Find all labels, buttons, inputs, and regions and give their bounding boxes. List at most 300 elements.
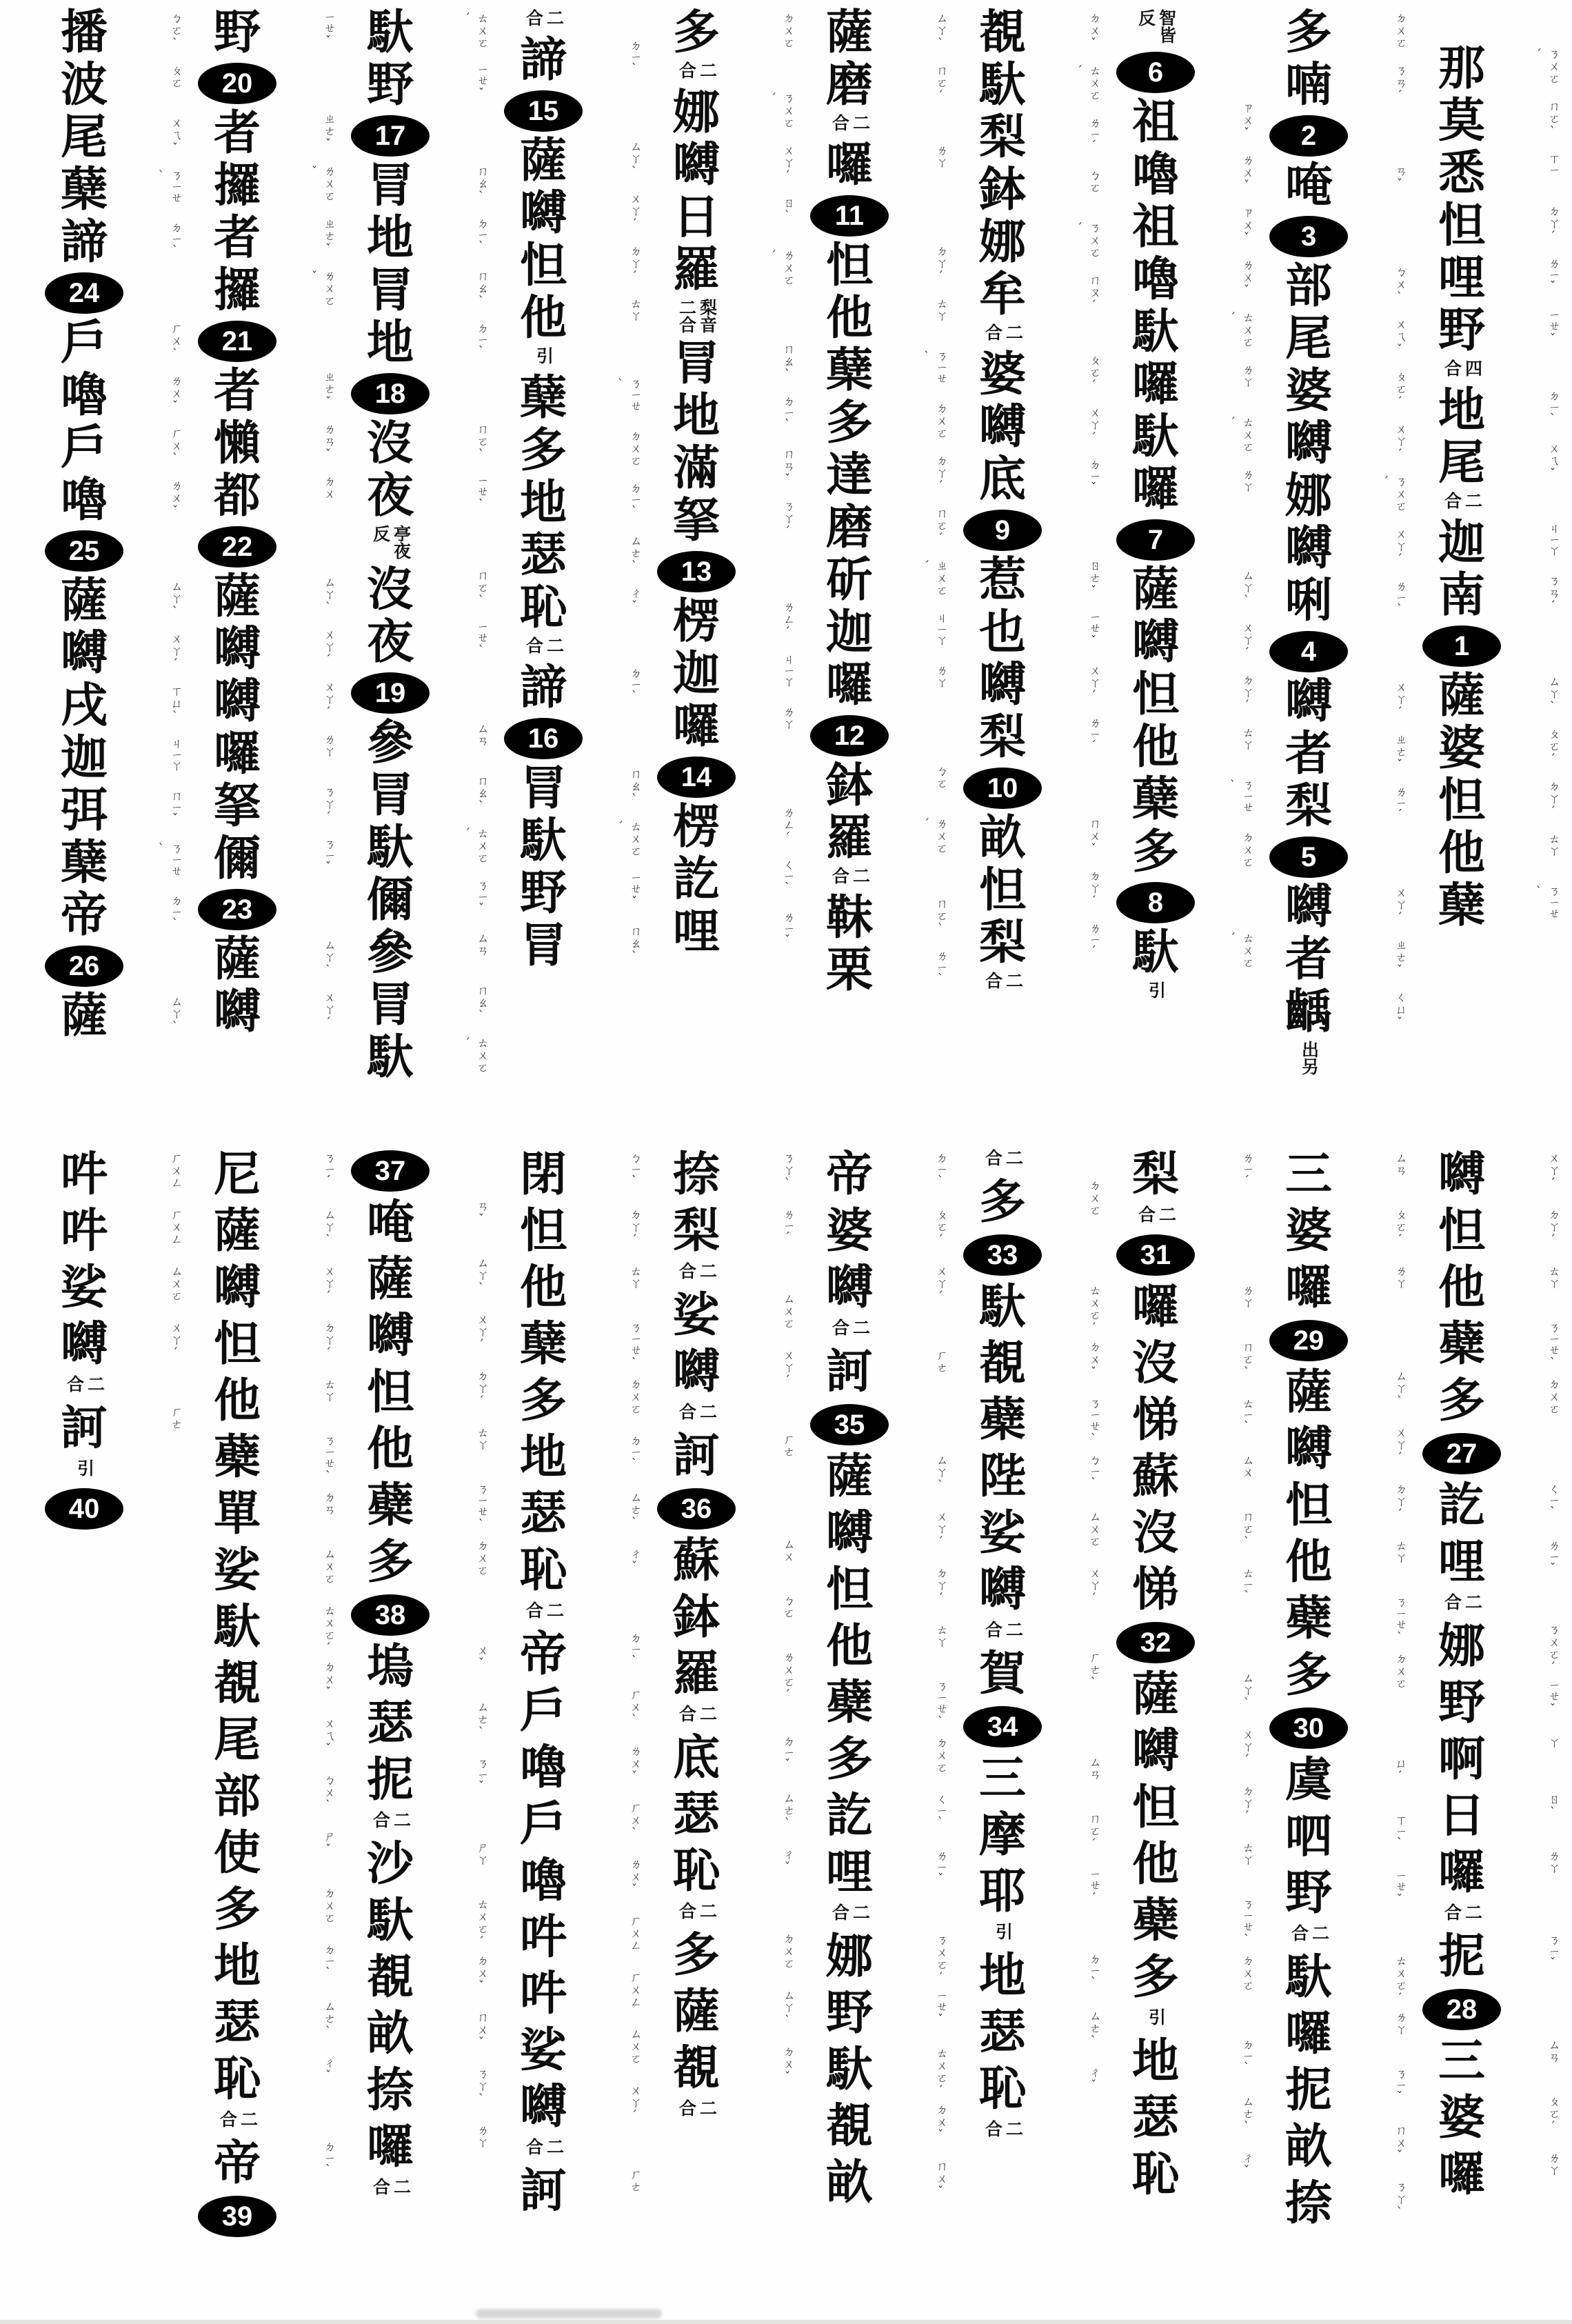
zhuyin-annotation: ㄉㄨㄛ	[1546, 1378, 1560, 1415]
small-note-text: 引	[74, 1459, 94, 1476]
small-note-text: 二	[238, 2110, 257, 2127]
zhuyin-annotation: ㄧㄝˋ	[474, 475, 488, 512]
char-row	[185, 1203, 338, 1260]
section-number-badge: 20	[198, 63, 276, 104]
han-char: 訶	[825, 1345, 873, 1398]
zhuyin-annotation: ㄇㄛˋ	[1546, 100, 1560, 139]
section-number-badge: 35	[810, 1404, 889, 1445]
han-char: 野	[366, 59, 414, 111]
section-number-row	[644, 548, 749, 596]
zhuyin-annotation: ㄋㄚˋ	[474, 2067, 488, 2107]
zhuyin-annotation: ㄨㄚˊ	[168, 632, 182, 672]
char-row	[1103, 2090, 1256, 2147]
section-number-badge: 10	[963, 768, 1042, 809]
char-row	[644, 390, 797, 443]
han-char: 蘖	[1131, 773, 1179, 825]
small-note-text: 梨音	[697, 299, 716, 333]
han-char: 瑟	[978, 2006, 1026, 2058]
zhuyin-annotation: ㄉㄚˊ	[1240, 674, 1253, 713]
zhuyin-annotation: ㄙㄨㄛ	[780, 1292, 794, 1330]
char-row	[1103, 254, 1256, 306]
zhuyin-annotation: ㄋㄢˊ	[1546, 574, 1560, 614]
zhuyin-annotation: ㄉㄧˋ	[627, 667, 641, 704]
han-char: 囉	[1131, 1281, 1179, 1333]
small-note	[644, 1705, 749, 1725]
zhuyin-annotation: ㄒㄧˋ	[1393, 1814, 1407, 1851]
zhuyin-annotation: ㄧㄝˇ	[934, 1990, 947, 2027]
han-char: 嚩	[1284, 1423, 1332, 1475]
han-char: 蘖	[825, 344, 873, 397]
zhuyin-annotation: ㄐㄧㄚ	[168, 737, 182, 772]
han-char: 婆	[825, 1205, 873, 1257]
han-char: 嚩	[1284, 675, 1332, 728]
han-char: 娜	[1284, 470, 1332, 522]
zhuyin-annotation: ㄆㄛˊ	[934, 1208, 947, 1248]
char-row	[1409, 1534, 1562, 1591]
zhuyin-annotation: ㄏㄨㄥ	[627, 1914, 641, 1952]
char-row	[338, 2063, 491, 2119]
han-char: 吽	[60, 1205, 108, 1257]
zhuyin-annotation: ㄋㄧㄝˋ	[321, 1434, 335, 1484]
zhuyin-annotation: ㄊㄨㄛˊ	[1226, 932, 1253, 969]
char-row	[491, 920, 644, 972]
char-row	[32, 1260, 185, 1316]
zhuyin-annotation: ㄐㄧㄚ	[934, 612, 947, 647]
zhuyin-annotation: ㄙㄚˋ	[1240, 569, 1253, 608]
small-note	[797, 1903, 902, 1924]
section-number-badge: 18	[351, 373, 430, 414]
zhuyin-annotation: ㄉㄨˇ	[474, 1954, 488, 1994]
zhuyin-annotation: ㄅㄨˋ	[1393, 266, 1407, 305]
char-row	[1409, 2034, 1562, 2090]
han-char: 怛	[825, 239, 873, 292]
section-number-badge: 32	[1116, 1622, 1195, 1663]
small-note-text: 合	[676, 2099, 696, 2116]
zhuyin-annotation: ㄇㄛˋ	[474, 423, 488, 462]
han-char: 野	[825, 1987, 873, 2039]
han-char: 迦	[672, 648, 720, 700]
zhuyin-annotation: ㄅㄨˋ	[321, 1774, 335, 1813]
char-row	[32, 732, 185, 785]
section-number-badge: 13	[657, 551, 736, 592]
zhuyin-annotation: ㄌㄥˊ	[780, 806, 794, 845]
char-row	[185, 1373, 338, 1430]
section-number-badge: 27	[1422, 1433, 1501, 1474]
han-char: 祖	[1131, 96, 1179, 148]
char-row	[185, 934, 338, 986]
small-note-text: 二	[850, 867, 869, 884]
han-char: 多	[366, 1536, 414, 1588]
section-number-badge: 1	[1422, 625, 1501, 667]
han-char: 嚩	[60, 627, 108, 679]
zhuyin-annotation: ㄉㄧˋ	[627, 482, 641, 519]
zhuyin-annotation: ㄏㄨˋ	[627, 1801, 641, 1841]
small-note-text: 合	[829, 867, 849, 884]
char-row	[797, 397, 950, 450]
han-char: 沒	[1131, 1337, 1179, 1390]
char-row	[1256, 1950, 1409, 2006]
zhuyin-annotation: ㄉㄚˊ	[934, 245, 947, 284]
char-row	[338, 927, 491, 979]
han-char: 滿	[672, 442, 720, 494]
zhuyin-annotation: ㄋㄧㄝˋ	[627, 1321, 641, 1371]
han-char: 梨	[978, 711, 1026, 763]
han-char: 悌	[1131, 1394, 1179, 1446]
char-row	[950, 1174, 1103, 1231]
han-char: 呬	[1284, 1810, 1332, 1863]
char-row	[32, 317, 185, 370]
zhuyin-annotation: ㄔˇ	[1087, 2066, 1100, 2093]
zhuyin-annotation: ㄧㄝˇ	[1393, 1870, 1407, 1907]
char-row	[644, 495, 797, 548]
han-char: 訖	[825, 1790, 873, 1842]
zhuyin-annotation: ㄋㄧㄝˋ	[1087, 1397, 1100, 1447]
small-note-text: 二	[697, 1403, 716, 1420]
char-row	[797, 1788, 950, 1845]
small-note-text: 二	[85, 1375, 104, 1392]
small-note-text: 二	[1003, 323, 1022, 341]
han-char: 嚩	[825, 1261, 873, 1314]
zhuyin-annotation: ㄨㄚˊ	[1087, 406, 1100, 445]
zhuyin-annotation: ㄅㄛ	[1087, 169, 1100, 194]
small-note-text: 合	[1442, 492, 1461, 509]
han-char: 訶	[672, 1430, 720, 1482]
small-note-text: 二	[697, 1902, 716, 1919]
zhuyin-annotation: ㄓㄜˇ	[1393, 733, 1407, 772]
han-char: 南	[1438, 569, 1485, 621]
han-char: 蘇	[1131, 1450, 1179, 1503]
char-row	[1103, 1780, 1256, 1836]
small-note	[491, 1601, 596, 1622]
small-note-text: 合	[982, 1621, 1002, 1638]
zhuyin-annotation: ㄉㄨㄛ	[780, 1932, 794, 1970]
char-row	[644, 1927, 797, 1984]
zhuyin-annotation: ㄅㄛˋ	[168, 12, 182, 51]
han-char: 馱	[366, 6, 414, 59]
char-row	[1256, 1647, 1409, 1704]
han-char: 哩	[672, 905, 720, 958]
char-row	[1256, 365, 1409, 418]
small-note-text: 合	[370, 1811, 390, 1828]
section-number-row	[1256, 833, 1361, 881]
han-char: 戶	[519, 1798, 567, 1850]
char-row	[797, 760, 950, 812]
char-row	[338, 317, 491, 370]
zhuyin-annotation: ㄊㄨㄛˊ	[461, 12, 488, 49]
zhuyin-annotation: ㄊㄚ	[1240, 726, 1253, 751]
small-note	[1256, 1041, 1361, 1075]
han-char: 抳	[1438, 1930, 1485, 1983]
zhuyin-annotation: ㄌㄨㄛˇ	[308, 165, 335, 202]
han-char: 嚩	[1131, 616, 1179, 668]
han-char: 參	[366, 926, 414, 979]
small-note-text: 二	[391, 1811, 410, 1828]
char-row	[185, 418, 338, 470]
char-row	[32, 217, 185, 269]
small-note-text: 合	[64, 1375, 83, 1392]
han-char: 三	[978, 1752, 1026, 1805]
char-row	[644, 1147, 797, 1203]
char-row	[491, 2163, 644, 2220]
char-row	[1256, 7, 1409, 59]
char-row	[185, 1486, 338, 1543]
han-char: 鉢	[825, 759, 873, 812]
zhuyin-annotation: ㄙㄚˋ	[1240, 1672, 1253, 1711]
han-char: 覩	[213, 1657, 261, 1710]
zhuyin-annotation: ㄕˇ	[321, 1830, 335, 1857]
zhuyin-annotation: ㄙㄢ	[474, 932, 488, 956]
han-char: 祖	[1131, 201, 1179, 253]
zhuyin-annotation: ㄅㄛ	[780, 1594, 794, 1619]
zhuyin-annotation: ㄊㄨㄛˊ	[474, 1898, 488, 1950]
han-char: 蘗	[1131, 1894, 1179, 1947]
han-char: 羅	[672, 243, 720, 296]
han-char: 夜	[366, 470, 414, 522]
small-note-text: 合	[1442, 359, 1461, 377]
char-row	[491, 815, 644, 868]
char-row	[797, 1619, 950, 1675]
char-row	[797, 1845, 950, 1901]
han-char: 恥	[1131, 2148, 1179, 2201]
char-row	[491, 1486, 644, 1543]
han-char: 馱	[1131, 410, 1179, 463]
small-note-text: 亭夜	[391, 525, 410, 559]
char-row	[338, 212, 491, 265]
char-row	[950, 2061, 1103, 2118]
small-note-text: 二	[391, 2178, 410, 2195]
char-row	[32, 1203, 185, 1260]
small-note	[950, 1923, 1055, 1943]
zhuyin-annotation: ㄌㄨㄛˊ	[780, 1651, 794, 1703]
han-char: 楞	[672, 595, 720, 648]
char-row	[1103, 1723, 1256, 1780]
han-char: 他	[1438, 1261, 1485, 1314]
han-char: 怛	[978, 864, 1026, 916]
char-row	[797, 554, 950, 607]
char-row	[185, 676, 338, 728]
char-row	[1103, 463, 1256, 516]
han-char: 部	[213, 1770, 261, 1823]
zhuyin-annotation: ㄉㄧˋ	[780, 395, 794, 432]
han-char: 訖	[672, 853, 720, 905]
han-char: 三	[1438, 2035, 1485, 2087]
zhuyin-annotation: ㄉㄚˊ	[934, 454, 947, 494]
char-row	[797, 1732, 950, 1788]
han-char: 鉢	[672, 1591, 720, 1643]
han-char: 嚕	[1131, 148, 1179, 201]
zhuyin-annotation: ㄉㄨㄛ	[1087, 1179, 1100, 1216]
section-number-badge: 25	[45, 530, 123, 572]
char-row	[338, 717, 491, 770]
han-char: 婆	[1284, 365, 1332, 417]
han-char: 諦	[519, 661, 567, 714]
han-char: 戌	[60, 679, 108, 732]
zhuyin-annotation: ㄊㄨㄛˊ	[321, 1604, 335, 1656]
han-char: 唎	[1284, 574, 1332, 627]
zhuyin-annotation: ㄌㄧˇ	[780, 911, 794, 948]
zhuyin-annotation: ㄉㄧˋ	[168, 221, 182, 259]
zhuyin-annotation: ㄇㄠˋ	[474, 774, 488, 814]
char-row	[1409, 1203, 1562, 1260]
han-char: 冐	[672, 337, 720, 390]
small-note	[644, 1262, 749, 1283]
char-row	[797, 1929, 950, 1985]
han-char: 拏	[213, 780, 261, 832]
zhuyin-annotation: ㄋㄧㄝˋ	[1240, 1898, 1253, 1947]
bottom-band	[0, 1129, 1572, 2301]
text-column	[32, 7, 185, 1043]
char-row	[491, 1147, 644, 1203]
han-char: 攞	[213, 159, 261, 212]
small-note-text: 二	[697, 1705, 716, 1722]
zhuyin-annotation: ㄋㄨㄛˊ	[1379, 475, 1407, 512]
han-char: 尾	[60, 111, 108, 163]
zhuyin-annotation: ㄉㄧˋ	[1087, 1953, 1100, 1990]
han-char: 喃	[1284, 59, 1332, 111]
zhuyin-annotation: ㄌㄧˇ	[1546, 1539, 1560, 1576]
top-band	[0, 0, 1572, 1129]
zhuyin-annotation: ㄋㄧㄝˋ	[920, 350, 947, 385]
char-row	[32, 422, 185, 474]
han-char: 日	[1438, 1790, 1485, 1842]
han-char: 囉	[825, 139, 873, 191]
zhuyin-annotation: ㄉㄧˋ	[474, 217, 488, 254]
zhuyin-annotation: ㄋㄨㄛˊ	[1546, 1623, 1560, 1675]
zhuyin-annotation: ㄇㄛˋ	[1240, 1341, 1253, 1380]
char-row	[185, 1316, 338, 1373]
zhuyin-annotation: ㄅㄛ	[934, 765, 947, 790]
han-char: 嚩	[1131, 1725, 1179, 1777]
char-row	[1103, 306, 1256, 359]
char-row	[644, 2041, 797, 2097]
char-row	[338, 564, 491, 617]
han-char: 地	[1131, 2035, 1179, 2087]
char-row	[950, 1646, 1103, 1703]
zhuyin-annotation: ㄙㄚˋ	[321, 1208, 335, 1248]
zhuyin-annotation: ㄋㄚˋ	[780, 1152, 794, 1191]
han-char: 戶	[60, 421, 108, 474]
han-char: 哩	[1438, 252, 1485, 304]
zhuyin-annotation: ㄌㄧˇ	[1546, 257, 1560, 294]
char-row	[950, 1392, 1103, 1449]
char-row	[338, 979, 491, 1032]
han-char: 波	[60, 59, 108, 111]
char-row	[1103, 149, 1256, 201]
zhuyin-annotation: ㄉㄧˋ	[474, 322, 488, 359]
zhuyin-annotation: ㄊㄨㄛˊ	[614, 820, 641, 857]
char-row	[950, 1449, 1103, 1505]
han-char: 馱	[213, 1601, 261, 1653]
zhuyin-annotation: ㄊㄨㄛˊ	[1226, 311, 1253, 348]
char-row	[338, 1639, 491, 1696]
han-char: 吽	[519, 1911, 567, 1963]
zhuyin-annotation: ㄆㄛˊ	[1087, 354, 1100, 393]
char-row	[491, 1966, 644, 2023]
zhuyin-annotation: ㄌㄧˊ	[1087, 117, 1100, 154]
zhuyin-annotation: ㄨㄚˊ	[1393, 681, 1407, 720]
char-row	[644, 854, 797, 906]
zhuyin-annotation: ㄇㄛˊ	[934, 507, 947, 546]
char-row	[338, 1696, 491, 1752]
char-row	[491, 1430, 644, 1486]
section-number-badge: 8	[1116, 882, 1195, 923]
han-char: 嚕	[1131, 253, 1179, 305]
char-row	[1409, 95, 1562, 148]
small-note	[338, 525, 443, 559]
zhuyin-annotation: ㄔˇ	[780, 1848, 794, 1875]
zhuyin-annotation: ㄙㄚˋ	[780, 1989, 794, 2028]
char-row	[797, 502, 950, 554]
han-char: 嚩	[1284, 417, 1332, 470]
han-char: 野	[1284, 1867, 1332, 1919]
han-char: 捺	[1284, 2177, 1332, 2230]
char-row	[644, 1533, 797, 1590]
char-row	[1103, 1950, 1256, 2006]
char-row	[644, 1730, 797, 1787]
zhuyin-annotation: ㄊㄚ	[1393, 1539, 1407, 1564]
char-row	[1409, 1788, 1562, 1845]
han-char: 瑟	[366, 1697, 414, 1750]
han-char: 磨	[825, 59, 873, 111]
small-note	[1409, 1903, 1514, 1924]
section-number-row	[1256, 212, 1361, 261]
char-row	[797, 1449, 950, 1505]
zhuyin-annotation: ㄌㄚ	[1393, 2011, 1407, 2036]
zhuyin-annotation: ㄨㄚˊ	[627, 192, 641, 232]
zhuyin-annotation: ㄙㄨㄛ	[1087, 1510, 1100, 1547]
zhuyin-annotation: ㄨㄟˇ	[168, 117, 182, 156]
section-number-badge: 16	[504, 718, 583, 759]
char-row	[644, 1646, 797, 1703]
section-number-badge: 15	[504, 90, 583, 132]
char-row	[491, 425, 644, 477]
char-row	[950, 1279, 1103, 1336]
char-row	[1103, 1147, 1256, 1203]
char-row	[1256, 881, 1409, 934]
zhuyin-annotation: ㄋㄧㄝˋ	[1532, 885, 1560, 920]
zhuyin-annotation: ㄉㄨˇ	[1087, 1341, 1100, 1380]
char-row	[185, 986, 338, 1039]
char-row	[950, 217, 1103, 269]
char-row	[950, 454, 1103, 506]
han-char: 達	[825, 449, 873, 501]
zhuyin-annotation: ㄊㄨㄛˊ	[1073, 64, 1100, 101]
section-number-badge: 37	[351, 1150, 430, 1192]
section-number-badge: 26	[45, 945, 123, 987]
char-row	[1409, 200, 1562, 252]
char-row	[1103, 2034, 1256, 2090]
han-char: 播	[60, 6, 108, 59]
zhuyin-annotation: ㄇㄨˇ	[1393, 2124, 1407, 2163]
zhuyin-annotation: ㄖˋ	[1546, 1793, 1560, 1820]
zhuyin-annotation: ㄌㄨˇ	[627, 1858, 641, 1897]
section-number-badge: 19	[351, 672, 430, 714]
zhuyin-annotation: ㄉㄨㄛ	[934, 1736, 947, 1774]
section-number-row	[338, 112, 443, 160]
zhuyin-annotation: ㄙㄨㄛ	[321, 1547, 335, 1585]
zhuyin-annotation: ㄌㄚ	[934, 664, 947, 689]
small-note	[1103, 981, 1208, 1002]
small-note	[491, 9, 596, 30]
zhuyin-annotation: ㄉㄨㄛ	[627, 1378, 641, 1415]
small-note	[797, 867, 902, 888]
han-char: 娑	[978, 1507, 1026, 1559]
han-char: 地	[1438, 384, 1485, 437]
small-note-text: 合	[1136, 1205, 1155, 1223]
small-note-text: 合	[523, 9, 543, 26]
han-char: 馱	[366, 1894, 414, 1947]
han-char: 嚩	[60, 1318, 108, 1370]
